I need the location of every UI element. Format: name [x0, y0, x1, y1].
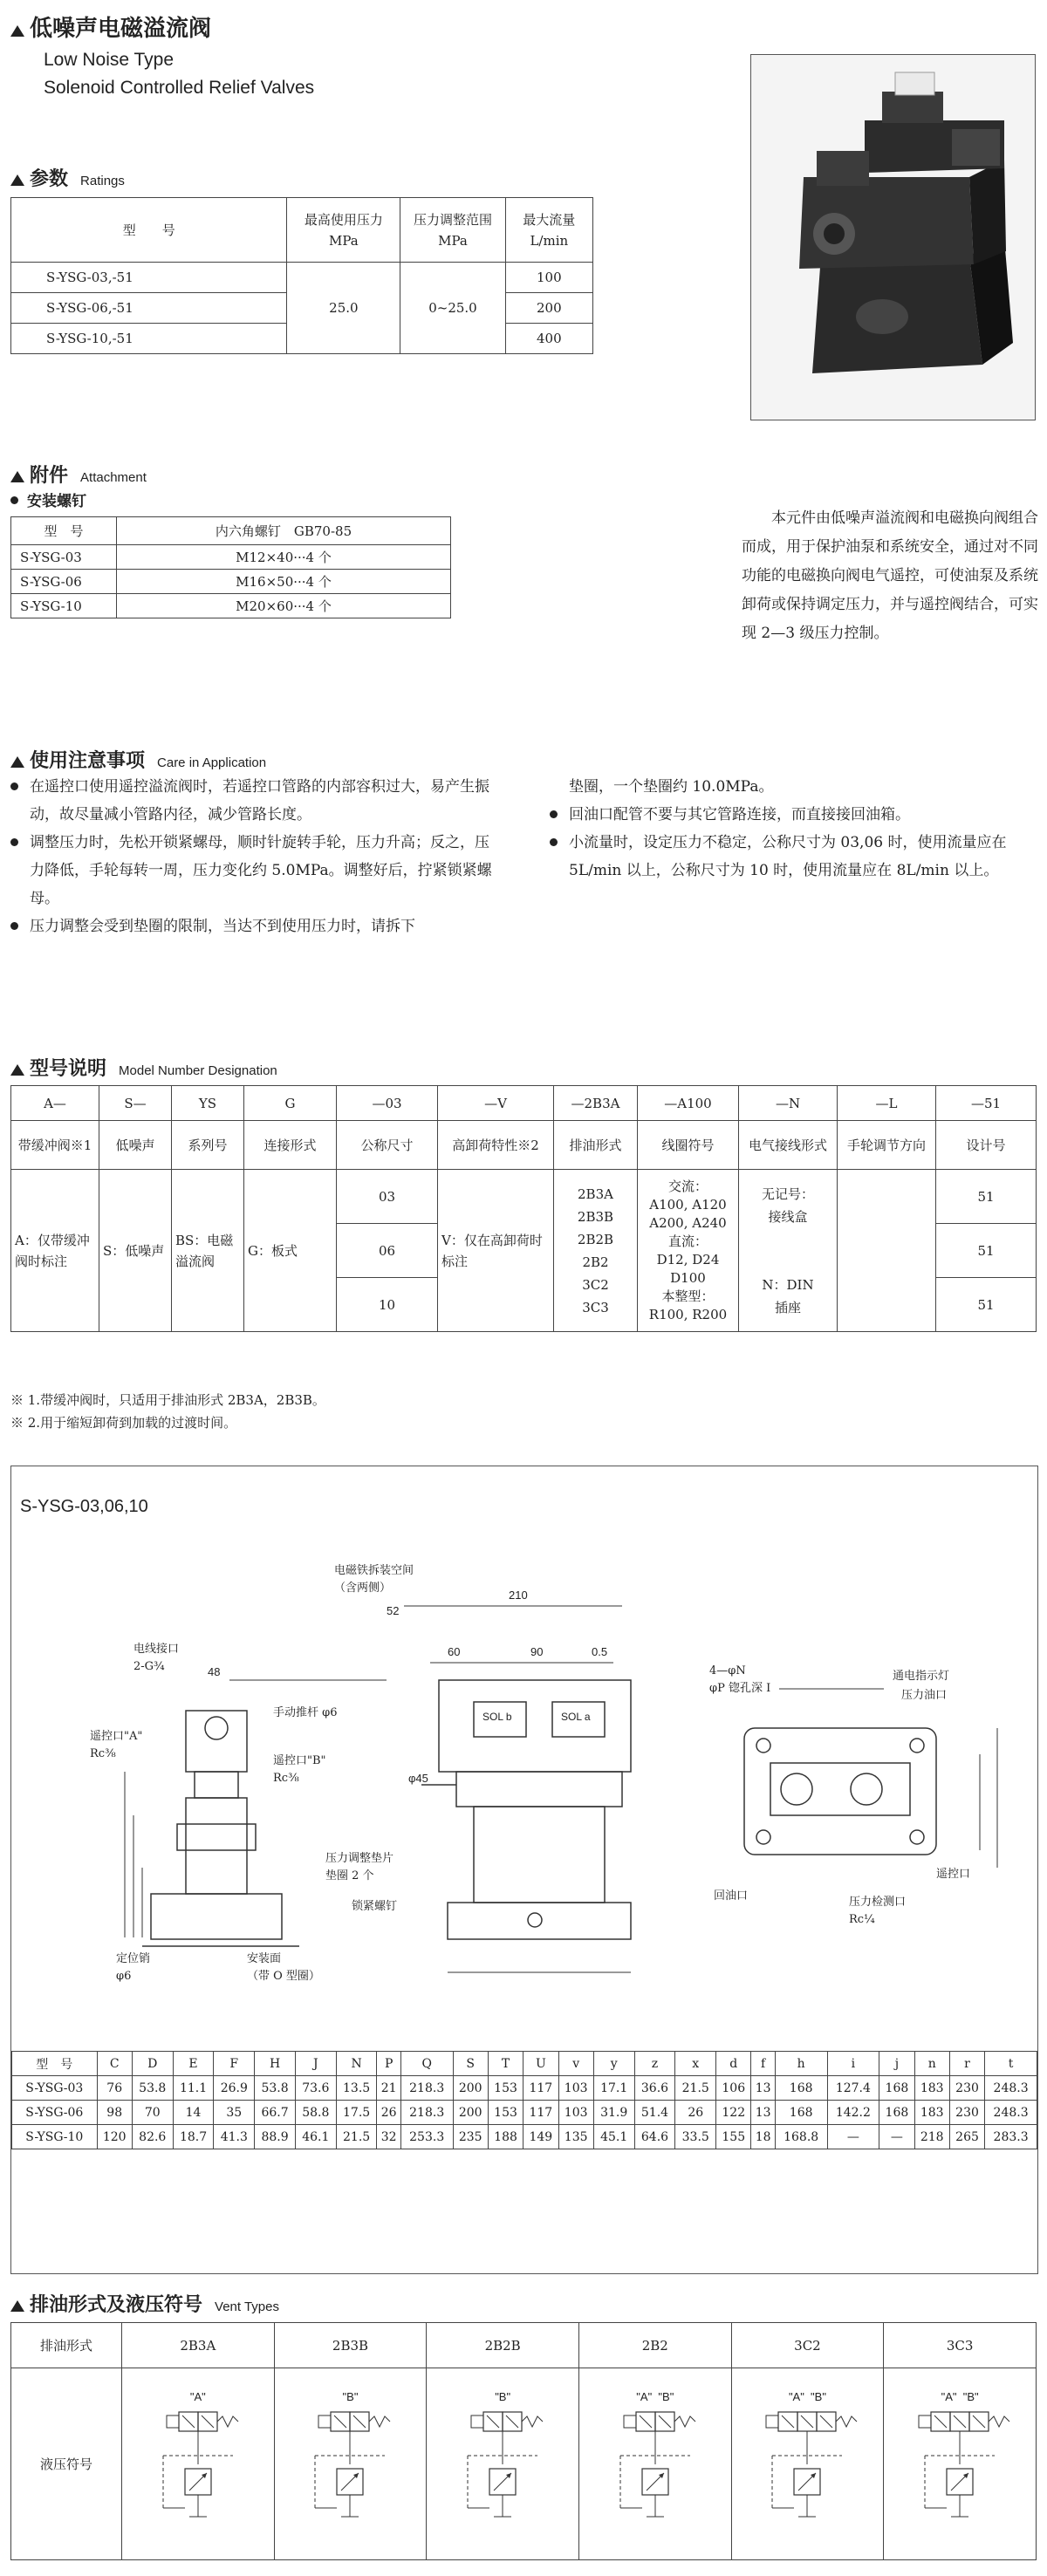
- drawing-label: 压力油口: [901, 1689, 948, 1702]
- model-design: 51: [936, 1224, 1037, 1278]
- care-item: 压力调整会受到垫圈的限制，当达不到使用压力时，请拆下: [10, 912, 499, 940]
- table-row: [12, 2101, 1037, 2125]
- triangle-icon: [10, 756, 24, 768]
- model-size: 03: [337, 1170, 438, 1224]
- model-label: 高卸荷特性※2: [438, 1121, 554, 1170]
- model-code: —V: [438, 1086, 554, 1121]
- table-cell: 106: [716, 2076, 751, 2101]
- care-continuation: 垫圈，一个垫圈约 10.0MPa。: [569, 778, 774, 796]
- table-cell: 235: [453, 2125, 488, 2149]
- table-header-cell: i: [827, 2052, 879, 2076]
- list-item: 2B2: [582, 1254, 609, 1270]
- product-description: 本元件由低噪声溢流阀和电磁换向阀组合而成，用于保护油泵和系统安全，通过对不同功能的电磁换向阀电气遥控，可使油泵及系统卸荷或保持调定压力，并与遥控阀结合，可实现 2—3 级压力控制。: [742, 509, 1038, 642]
- care-item: 回油口配管不要与其它管路连接，而直接接回油箱。: [550, 801, 1038, 829]
- triangle-icon: [10, 1064, 24, 1076]
- table-cell: 103: [558, 2076, 593, 2101]
- table-cell: 183: [914, 2076, 949, 2101]
- model-code: YS: [172, 1086, 244, 1121]
- model-code: G: [244, 1086, 337, 1121]
- table-cell: 283.3: [985, 2125, 1037, 2149]
- table-header-cell: S: [453, 2052, 488, 2076]
- table-cell: 200: [453, 2101, 488, 2125]
- table-cell: 25.0: [287, 263, 400, 354]
- table-cell: M20×60···4 个: [117, 594, 451, 618]
- table-row: [11, 2368, 1037, 2560]
- table-header-cell: d: [716, 2052, 751, 2076]
- drawing-label: 电线接口 2-G¾: [133, 1643, 180, 1673]
- table-header-cell: Q: [400, 2052, 453, 2076]
- list-item: 交流：: [667, 1178, 708, 1194]
- model-wiring: 无记号： 接线盒 N：DIN 插座: [739, 1170, 838, 1332]
- note: ※ 1.带缓冲阀时，只适用于排油形式 2B3A，2B3B。: [10, 1392, 325, 1408]
- model-label: 带缓冲阀※1: [11, 1121, 99, 1170]
- table-cell: 122: [716, 2101, 751, 2125]
- triangle-icon: [10, 174, 24, 186]
- table-cell: 153: [488, 2076, 523, 2101]
- table-cell: 58.8: [295, 2101, 336, 2125]
- table-cell: 17.5: [336, 2101, 377, 2125]
- table-header-cell: f: [751, 2052, 775, 2076]
- ratings-heading: 参数 Ratings: [10, 164, 125, 191]
- dimension-label: 210: [509, 1589, 528, 1602]
- table-cell: 183: [914, 2101, 949, 2125]
- drawing-label: 手动推杆 φ6: [273, 1706, 338, 1719]
- table-header-cell: U: [524, 2052, 558, 2076]
- table-cell: 0~25.0: [400, 263, 505, 354]
- model-size: 10: [337, 1278, 438, 1332]
- list-item: D12, D24: [656, 1251, 720, 1268]
- table-cell: S-YSG-10: [11, 594, 117, 618]
- table-header-cell: 型 号: [12, 2052, 98, 2076]
- list-item: R100, R200: [648, 1306, 728, 1322]
- model-label: 连接形式: [244, 1121, 337, 1170]
- page-header: [10, 10, 314, 99]
- care-left-column: [10, 773, 499, 940]
- attachment-heading: 附件 Attachment: [10, 461, 147, 488]
- vent-row-label: 排油形式: [11, 2323, 122, 2368]
- model-desc-v: V：仅在高卸荷时标注: [438, 1170, 554, 1332]
- symbol-port-label: "A" "B": [788, 2390, 826, 2403]
- table-cell: 168.8: [775, 2125, 827, 2149]
- table-cell: 200: [505, 293, 592, 324]
- table-cell: 26: [377, 2101, 400, 2125]
- table-cell: 82.6: [132, 2125, 173, 2149]
- table-header-cell: E: [173, 2052, 214, 2076]
- table-header-cell: v: [558, 2052, 593, 2076]
- header-adj-range: 压力调整范围 MPa: [400, 198, 505, 263]
- drawing-label: 定位销 φ6: [116, 1952, 151, 1983]
- hydraulic-symbol-icon: [298, 2403, 402, 2534]
- header-max-pressure: 最高使用压力 MPa: [287, 198, 400, 263]
- care-right-column: [550, 773, 1038, 885]
- table-cell: 53.8: [255, 2076, 296, 2101]
- dimension-drawing-box: [10, 1466, 1038, 2274]
- drawing-label: 遥控口: [936, 1868, 971, 1881]
- table-cell: 153: [488, 2101, 523, 2125]
- title-en-2: Solenoid Controlled Relief Valves: [44, 78, 315, 98]
- table-cell: 88.9: [255, 2125, 296, 2149]
- model-code: S—: [99, 1086, 172, 1121]
- table-cell: 127.4: [827, 2076, 879, 2101]
- table-cell: 46.1: [295, 2125, 336, 2149]
- table-cell: 168: [775, 2076, 827, 2101]
- table-header-cell: x: [675, 2052, 716, 2076]
- model-label: 线圈符号: [638, 1121, 739, 1170]
- header-model: 型 号: [11, 198, 287, 263]
- table-cell: 21.5: [675, 2076, 716, 2101]
- table-cell: 168: [879, 2076, 914, 2101]
- table-cell: 17.1: [593, 2076, 634, 2101]
- model-label: 电气接线形式: [739, 1121, 838, 1170]
- table-cell: 120: [97, 2125, 132, 2149]
- table-header-cell: H: [255, 2052, 296, 2076]
- bullet-icon: [10, 922, 18, 930]
- drawing-label: 4—φN φP 锪孔深 I: [709, 1664, 771, 1695]
- drawing-label: 电磁铁拆装空间 （含两侧）: [334, 1564, 414, 1595]
- table-header-cell: N: [336, 2052, 377, 2076]
- list-item: 2B3B: [577, 1208, 614, 1225]
- model-coil-list: [638, 1170, 739, 1332]
- table-cell: S-YSG-03: [11, 545, 117, 570]
- symbol-port-label: "A": [189, 2390, 206, 2403]
- dimension-label: 90: [530, 1645, 544, 1658]
- hydraulic-symbol-icon: [603, 2403, 708, 2534]
- vent-heading: 排油形式及液压符号 Vent Types: [10, 2290, 279, 2317]
- model-desc-a: A：仅带缓冲阀时标注: [11, 1170, 99, 1332]
- care-item: 调整压力时，先松开锁紧螺母，顺时针旋转手轮，压力升高；反之，压力降低，手轮每转一周，压力变化约 5.0MPa。调整好后，拧紧锁紧螺母。: [10, 829, 499, 912]
- table-cell: 31.9: [593, 2101, 634, 2125]
- table-cell: 230: [949, 2076, 984, 2101]
- model-desc-s: S：低噪声: [99, 1170, 172, 1332]
- table-row: [12, 2076, 1037, 2101]
- table-cell: 117: [524, 2101, 558, 2125]
- drawing-label: 安装面 （带 O 型圈）: [247, 1952, 320, 1983]
- table-cell: 26: [675, 2101, 716, 2125]
- drawing-label: SOL b: [482, 1711, 512, 1723]
- product-photo: [750, 54, 1036, 420]
- triangle-icon: [10, 2300, 24, 2312]
- table-cell: 253.3: [400, 2125, 453, 2149]
- vent-type-cell: 2B3B: [274, 2323, 427, 2368]
- model-table: [10, 1085, 1037, 1332]
- hydraulic-symbol-icon: [450, 2403, 555, 2534]
- table-header-cell: j: [879, 2052, 914, 2076]
- table-cell: 168: [879, 2101, 914, 2125]
- hydraulic-symbol-icon: [146, 2403, 250, 2534]
- symbol-port-label: "B": [495, 2390, 511, 2403]
- table-cell: 11.1: [173, 2076, 214, 2101]
- table-cell: M16×50···4 个: [117, 570, 451, 594]
- dimension-table: [11, 2051, 1037, 2149]
- model-design: 51: [936, 1278, 1037, 1332]
- table-header-cell: n: [914, 2052, 949, 2076]
- table-cell: 35: [214, 2101, 255, 2125]
- drawing-label: 压力调整垫片 垫圈 2 个: [325, 1852, 394, 1882]
- bullet-icon: [550, 838, 558, 846]
- dimension-label: 48: [208, 1665, 221, 1678]
- table-cell: 66.7: [255, 2101, 296, 2125]
- hydraulic-symbol-icon: [907, 2403, 1012, 2534]
- hydraulic-symbol-cell: [578, 2368, 731, 2560]
- model-desc-ys: BS：电磁溢流阀: [172, 1170, 244, 1332]
- table-header-cell: J: [295, 2052, 336, 2076]
- table-cell: 100: [505, 263, 592, 293]
- table-cell: S-YSG-10: [12, 2125, 98, 2149]
- drawing-label: 遥控口"A" Rc⅜: [90, 1730, 143, 1760]
- table-header-cell: D: [132, 2052, 173, 2076]
- header-max-flow: 最大流量 L/min: [505, 198, 592, 263]
- model-handwheel: [838, 1170, 936, 1332]
- table-cell: 98: [97, 2101, 132, 2125]
- symbol-port-label: "A" "B": [636, 2390, 674, 2403]
- bullet-icon: [10, 496, 18, 504]
- triangle-icon: [10, 25, 24, 37]
- care-item: 小流量时，设定压力不稳定，公称尺寸为 03,06 时，使用流量应在 5L/min 以上，公称尺寸为 10 时，使用流量应在 8L/min 以上。: [550, 829, 1038, 885]
- list-item: A200, A240: [649, 1214, 727, 1231]
- model-label: 公称尺寸: [337, 1121, 438, 1170]
- table-cell: S-YSG-06,-51: [11, 293, 287, 324]
- vent-row-label: 液压符号: [11, 2368, 122, 2560]
- table-cell: 230: [949, 2101, 984, 2125]
- table-cell: 32: [377, 2125, 400, 2149]
- table-cell: —: [827, 2125, 879, 2149]
- attachment-table: [10, 516, 451, 618]
- dimension-label: φ45: [408, 1772, 428, 1785]
- table-header-cell: z: [634, 2052, 675, 2076]
- model-label: 排油形式: [554, 1121, 638, 1170]
- table-cell: 188: [488, 2125, 523, 2149]
- dimension-label: 0.5: [592, 1645, 608, 1658]
- model-code: A—: [11, 1086, 99, 1121]
- vent-type-cell: 2B2: [578, 2323, 731, 2368]
- model-code: —N: [739, 1086, 838, 1121]
- triangle-icon: [10, 471, 24, 482]
- table-cell: 21.5: [336, 2125, 377, 2149]
- table-cell: 168: [775, 2101, 827, 2125]
- title-en-1: Low Noise Type: [44, 50, 174, 70]
- model-label: 低噪声: [99, 1121, 172, 1170]
- table-cell: 400: [505, 324, 592, 354]
- drawing-title: S-YSG-03,06,10: [20, 1497, 148, 1516]
- hydraulic-symbol-cell: [731, 2368, 884, 2560]
- table-cell: 21: [377, 2076, 400, 2101]
- table-cell: 45.1: [593, 2125, 634, 2149]
- table-cell: 218.3: [400, 2101, 453, 2125]
- table-cell: M12×40···4 个: [117, 545, 451, 570]
- table-cell: S-YSG-06: [11, 570, 117, 594]
- table-cell: 73.6: [295, 2076, 336, 2101]
- page-title: 低噪声电磁溢流阀: [10, 10, 314, 43]
- symbol-port-label: "A" "B": [941, 2390, 979, 2403]
- dimension-label: 52: [387, 1604, 400, 1617]
- table-cell: 18: [751, 2125, 775, 2149]
- table-cell: 内六角螺钉 GB70-85: [117, 517, 451, 545]
- note: ※ 2.用于缩短卸荷到加载的过渡时间。: [10, 1415, 237, 1431]
- drawing-label: 通电指示灯: [893, 1670, 950, 1683]
- care-heading: 使用注意事项 Care in Application: [10, 746, 266, 773]
- list-item: 直流：: [667, 1233, 708, 1249]
- table-cell: 149: [524, 2125, 558, 2149]
- table-header-cell: P: [377, 2052, 400, 2076]
- vent-type-cell: 2B2B: [427, 2323, 579, 2368]
- model-code: —L: [838, 1086, 936, 1121]
- model-label: 系列号: [172, 1121, 244, 1170]
- hydraulic-symbol-cell: [427, 2368, 579, 2560]
- model-notes: [10, 1389, 325, 1434]
- table-header-row: [12, 2052, 1037, 2076]
- table-header-cell: h: [775, 2052, 827, 2076]
- bullet-icon: [10, 782, 18, 790]
- table-header-cell: T: [488, 2052, 523, 2076]
- drawing-label: 压力检测口 Rc¼: [849, 1896, 907, 1926]
- table-cell: 135: [558, 2125, 593, 2149]
- model-heading: 型号说明 Model Number Designation: [10, 1054, 277, 1081]
- table-cell: 218.3: [400, 2076, 453, 2101]
- table-cell: S-YSG-06: [12, 2101, 98, 2125]
- valve-photo-illustration: [751, 55, 1035, 420]
- table-cell: 26.9: [214, 2076, 255, 2101]
- table-cell: 218: [914, 2125, 949, 2149]
- hydraulic-symbol-icon: [755, 2403, 859, 2534]
- table-row: [11, 2323, 1037, 2368]
- care-item: 在遥控口使用遥控溢流阀时，若遥控口管路的内部容积过大，易产生振动，故尽量减小管路内径，减少管路长度。: [10, 773, 499, 829]
- model-desc-g: G：板式: [244, 1170, 337, 1332]
- table-cell: 33.5: [675, 2125, 716, 2149]
- table-header-cell: F: [214, 2052, 255, 2076]
- table-cell: 117: [524, 2076, 558, 2101]
- model-code: —A100: [638, 1086, 739, 1121]
- table-cell: 76: [97, 2076, 132, 2101]
- hydraulic-symbol-cell: [884, 2368, 1037, 2560]
- hydraulic-symbol-cell: [122, 2368, 275, 2560]
- list-item: 2B3A: [578, 1186, 613, 1202]
- table-cell: 200: [453, 2076, 488, 2101]
- vent-table: [10, 2322, 1037, 2560]
- symbol-port-label: "B": [342, 2390, 359, 2403]
- table-cell: S-YSG-03,-51: [11, 263, 287, 293]
- table-cell: 36.6: [634, 2076, 675, 2101]
- model-code: —51: [936, 1086, 1037, 1121]
- table-cell: 53.8: [132, 2076, 173, 2101]
- drawing-label: 锁紧螺钉: [352, 1900, 398, 1913]
- drawing-label: 回油口: [714, 1889, 749, 1903]
- model-label: 手轮调节方向: [838, 1121, 936, 1170]
- table-header-cell: C: [97, 2052, 132, 2076]
- table-cell: 型 号: [11, 517, 117, 545]
- table-cell: S-YSG-10,-51: [11, 324, 287, 354]
- table-cell: S-YSG-03: [12, 2076, 98, 2101]
- drawing-label: 遥控口"B" Rc⅜: [273, 1754, 326, 1785]
- drawing-label: SOL a: [561, 1711, 591, 1723]
- table-cell: 13.5: [336, 2076, 377, 2101]
- list-item: 2B2B: [577, 1231, 614, 1247]
- bullet-icon: [550, 810, 558, 818]
- attachment-subheading: 安装螺钉: [10, 489, 86, 510]
- model-design: 51: [936, 1170, 1037, 1224]
- list-item: 3C3: [582, 1299, 609, 1315]
- table-cell: 51.4: [634, 2101, 675, 2125]
- vent-type-cell: 3C3: [884, 2323, 1037, 2368]
- table-cell: —: [879, 2125, 914, 2149]
- table-cell: 103: [558, 2101, 593, 2125]
- table-cell: 41.3: [214, 2125, 255, 2149]
- list-item: A100, A120: [649, 1196, 727, 1213]
- model-label: 设计号: [936, 1121, 1037, 1170]
- list-item: 本整型：: [661, 1288, 715, 1304]
- table-cell: 70: [132, 2101, 173, 2125]
- model-code: —2B3A: [554, 1086, 638, 1121]
- hydraulic-symbol-cell: [274, 2368, 427, 2560]
- table-cell: 248.3: [985, 2076, 1037, 2101]
- model-size: 06: [337, 1224, 438, 1278]
- table-cell: 14: [173, 2101, 214, 2125]
- list-item: D100: [670, 1269, 706, 1286]
- table-cell: 13: [751, 2076, 775, 2101]
- vent-type-cell: 3C2: [731, 2323, 884, 2368]
- table-row: [12, 2125, 1037, 2149]
- list-item: 3C2: [582, 1276, 609, 1293]
- dimension-drawing: [11, 1466, 1037, 2051]
- bullet-icon: [10, 838, 18, 846]
- table-header-cell: t: [985, 2052, 1037, 2076]
- table-cell: 64.6: [634, 2125, 675, 2149]
- dimension-label: 60: [448, 1645, 461, 1658]
- table-cell: 13: [751, 2101, 775, 2125]
- table-cell: 248.3: [985, 2101, 1037, 2125]
- model-code: —03: [337, 1086, 438, 1121]
- table-cell: 265: [949, 2125, 984, 2149]
- table-cell: 155: [716, 2125, 751, 2149]
- model-vent-list: [554, 1170, 638, 1332]
- table-header-cell: y: [593, 2052, 634, 2076]
- ratings-table: [10, 197, 593, 354]
- vent-type-cell: 2B3A: [122, 2323, 275, 2368]
- table-cell: 18.7: [173, 2125, 214, 2149]
- table-cell: 142.2: [827, 2101, 879, 2125]
- table-header-cell: r: [949, 2052, 984, 2076]
